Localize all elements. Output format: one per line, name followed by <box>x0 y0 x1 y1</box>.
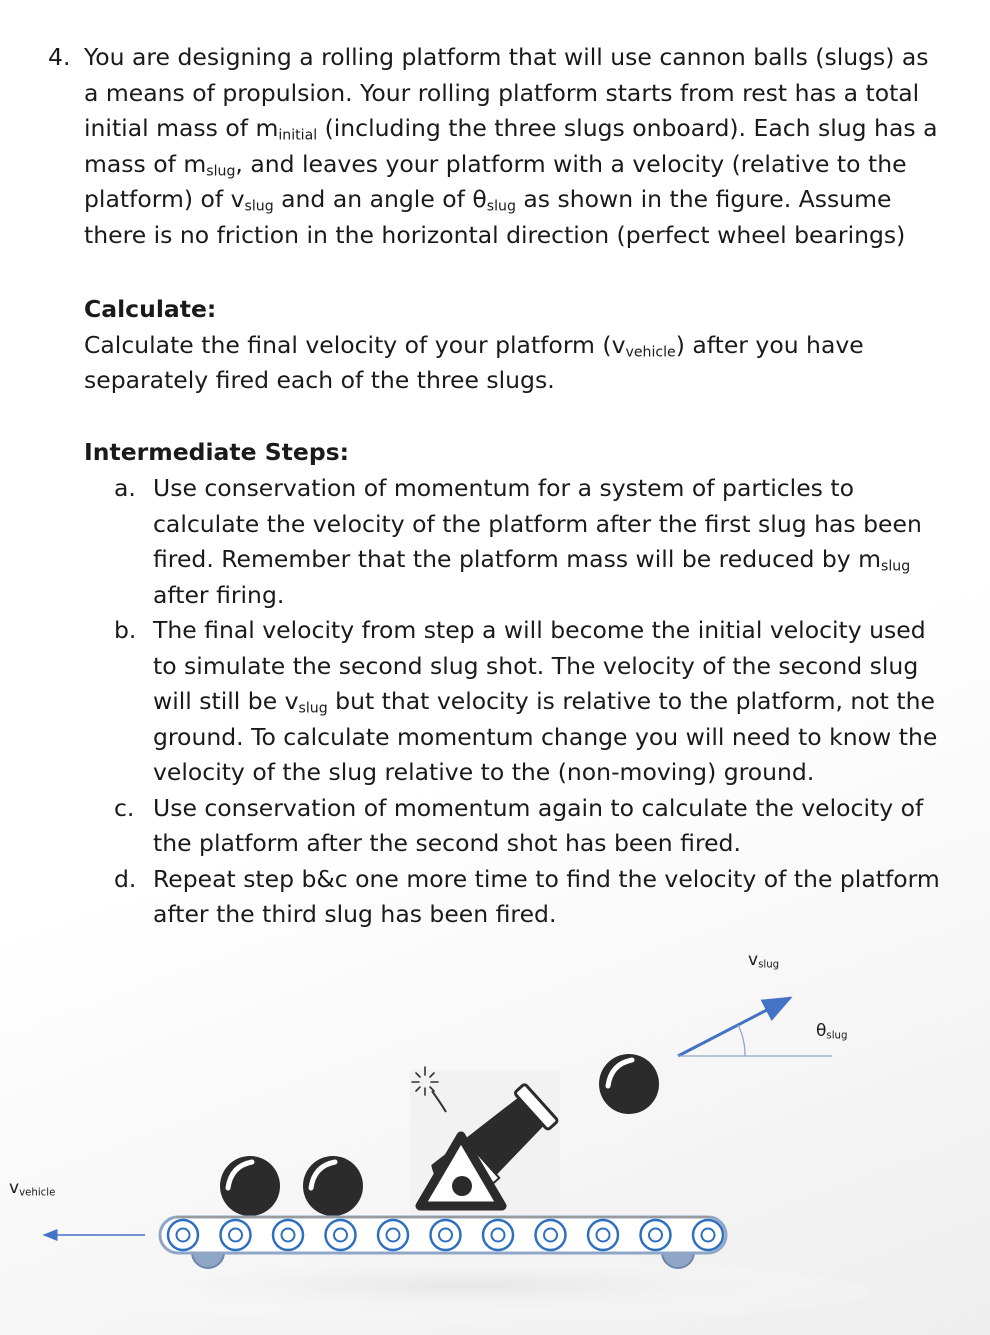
subscript-vehicle: vehicle <box>625 344 676 361</box>
v-vehicle-label-main: v <box>9 1178 20 1198</box>
theta-slug-label <box>816 1021 847 1041</box>
calculate-text-part: Calculate the final velocity of your platform (v <box>84 330 626 359</box>
roller <box>431 1220 461 1250</box>
platform-figure <box>0 930 990 1335</box>
step-marker: b. <box>114 616 137 644</box>
theta-arc <box>738 1025 745 1056</box>
step-b <box>114 613 944 791</box>
calculate-text-part: ) after you have separately fired each of the three slugs. <box>84 330 864 394</box>
v-vehicle-label-sub: vehicle <box>19 1187 56 1199</box>
step-text: The final velocity from step a will become the initial velocity used to simulate the second slug shot. The velocity of the second slug will still be v <box>153 616 926 715</box>
problem-text-part: (including the three slugs onboard). Each slug has a mass of m <box>84 114 938 178</box>
intermediate-steps-list <box>114 471 944 933</box>
problem-statement <box>48 40 948 253</box>
step-text: Repeat step b&c one more time to find the velocity of the platform after the third slug has been fired. <box>153 864 940 928</box>
theta-label-sub: slug <box>826 1030 848 1042</box>
subscript-slug: slug <box>244 198 274 215</box>
calculate-section <box>84 292 944 399</box>
subscript-slug: slug <box>881 558 911 575</box>
step-c <box>114 791 944 862</box>
problem-text <box>84 40 948 253</box>
v-slug-label-main: v <box>748 950 759 970</box>
step-text: Use conservation of momentum again to calculate the velocity of the platform after the second shot has been fired. <box>153 793 924 857</box>
roller <box>641 1220 671 1250</box>
theta-label-main: θ <box>816 1021 827 1041</box>
step-d <box>114 862 944 933</box>
step-text: Use conservation of momentum for a system of particles to calculate the velocity of the platform after the first slug has been fired. Remember that the platform mass will be reduced by m <box>153 474 922 573</box>
roller <box>273 1220 303 1250</box>
calculate-heading: Calculate: <box>84 295 217 323</box>
roller <box>168 1220 198 1250</box>
step-marker: c. <box>114 793 135 822</box>
step-a <box>114 471 944 613</box>
problem-text-part: and an angle of θ <box>273 185 487 213</box>
intermediate-section <box>84 435 944 471</box>
problem-text-part: as shown in the figure. Assume there is no friction in the horizontal direction (perfect wheel bearings) <box>84 185 906 249</box>
calculate-text <box>84 328 944 399</box>
subscript-slug: slug <box>298 700 328 717</box>
floor-shadow <box>70 1260 870 1324</box>
platform-illustration <box>0 930 990 1335</box>
step-marker: d. <box>114 864 137 893</box>
problem-text-part: You are designing a rolling platform that will use cannon balls (slugs) as a means of propulsion. Your rolling platform starts from rest has a total initial mass of m <box>84 43 929 142</box>
subscript-slug: slug <box>206 163 236 180</box>
subscript-initial: initial <box>278 127 318 144</box>
step-text: but that velocity is relative to the platform, not the ground. To calculate momentum change you will need to know the velocity of the slug relative to the (non-moving) ground. <box>153 687 938 786</box>
v-vehicle-label <box>9 1178 55 1198</box>
cannon-stand-hub <box>452 1176 472 1196</box>
v-slug-arrow <box>678 998 790 1056</box>
roller <box>483 1220 513 1250</box>
v-slug-label-sub: slug <box>758 959 780 971</box>
problem-number: 4. <box>48 43 71 71</box>
subscript-slug: slug <box>486 198 516 215</box>
step-marker: a. <box>114 474 136 502</box>
problem-text-part: , and leaves your platform with a velocity (relative to the platform) of v <box>84 149 907 213</box>
intermediate-heading: Intermediate Steps: <box>84 438 350 466</box>
roller <box>326 1220 356 1250</box>
v-slug-label <box>748 950 779 970</box>
roller <box>221 1220 251 1250</box>
roller <box>693 1220 723 1250</box>
step-text: after firing. <box>153 580 285 609</box>
roller <box>588 1220 618 1250</box>
roller <box>378 1220 408 1250</box>
roller <box>536 1220 566 1250</box>
